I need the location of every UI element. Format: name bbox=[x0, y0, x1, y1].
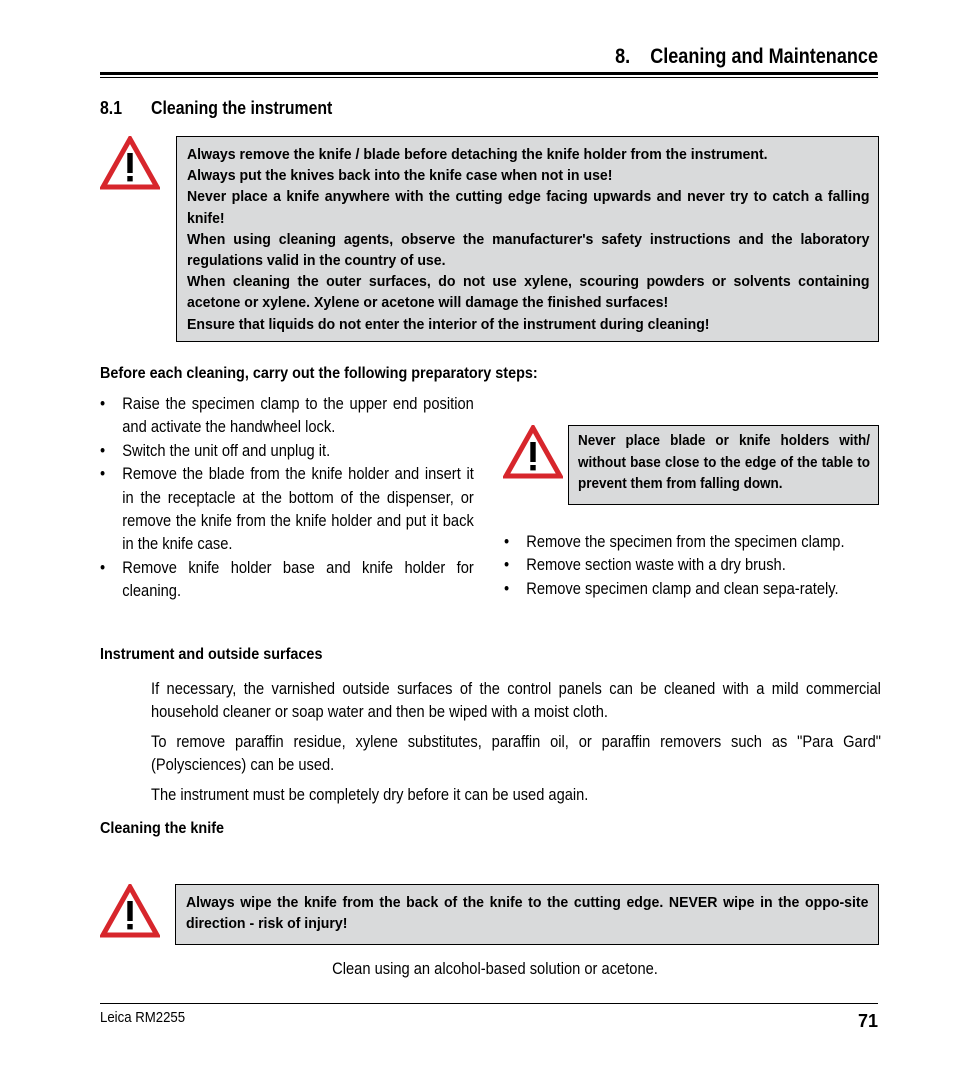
side-warning-text: Never place blade or knife holders with/ without base close to the edge of the table to prevent them from falling down. bbox=[578, 433, 871, 492]
knife-instruction: Clean using an alcohol-based solution or acetone. bbox=[332, 960, 658, 978]
paragraph: To remove paraffin residue, xylene substitutes, paraffin oil, or paraffin removers such as "Para Gard" (Polysciences) can be used. bbox=[151, 732, 881, 775]
list-item: • Remove section waste with a dry brush. bbox=[504, 554, 878, 577]
paragraph: If necessary, the varnished outside surfaces of the control panels can be cleaned with a mild commercial household cleaner or soap water and then be wiped with a moist cloth. bbox=[151, 680, 881, 722]
list-item: • Remove specimen clamp and clean sepa-rately. bbox=[504, 578, 878, 601]
header-rule-thick bbox=[100, 72, 878, 75]
knife-warning-box bbox=[175, 884, 879, 945]
warning-triangle-icon bbox=[100, 884, 160, 938]
section-number: 8.1 bbox=[100, 98, 123, 118]
warning-triangle-icon bbox=[503, 425, 563, 479]
warning-line: Never place a knife anywhere with the cutting edge facing upwards and never try to catch a falling knife! bbox=[187, 188, 870, 227]
list-item: • Switch the unit off and unplug it. bbox=[100, 440, 474, 463]
paragraph: The instrument must be completely dry before it can be used again. bbox=[151, 785, 589, 804]
side-warning-box bbox=[568, 425, 879, 505]
list-item: • Remove knife holder base and knife holder for cleaning. bbox=[100, 557, 474, 604]
footer-product: Leica RM2255 bbox=[100, 1009, 186, 1026]
outside-text bbox=[151, 678, 881, 813]
outside-heading: Instrument and outside surfaces bbox=[100, 646, 323, 663]
warning-line: When cleaning the outer surfaces, do not use xylene, scouring powders or solvents containing acetone or xylene. Xylene or acetone will damage the finished surfaces! bbox=[187, 273, 870, 312]
warning-triangle-icon bbox=[100, 136, 160, 190]
list-item: • Remove the blade from the knife holder and insert it in the receptacle at the bottom of the dispenser, or remove the knife from the knife holder and put it back in the knife case. bbox=[100, 463, 474, 557]
warning-line: Always remove the knife / blade before detaching the knife holder from the instrument. bbox=[187, 146, 768, 163]
footer-rule bbox=[100, 1003, 878, 1004]
prep-heading: Before each cleaning, carry out the following preparatory steps: bbox=[100, 365, 538, 382]
section-title-text: Cleaning the instrument bbox=[151, 98, 333, 118]
prep-left-list bbox=[100, 393, 474, 604]
header-rule-thin bbox=[100, 77, 878, 78]
list-item: • Raise the specimen clamp to the upper end position and activate the handwheel lock. bbox=[100, 393, 474, 440]
warning-line: When using cleaning agents, observe the manufacturer's safety instructions and the laboratory regulations valid in the country of use. bbox=[187, 230, 870, 270]
section-title bbox=[100, 96, 332, 120]
warning-line: Always put the knives back into the knife case when not in use! bbox=[187, 167, 613, 185]
knife-warning-text: Always wipe the knife from the back of the knife to the cutting edge. NEVER wipe in the oppo-site direction - risk of injury! bbox=[186, 894, 869, 933]
chapter-title: 8. Cleaning and Maintenance bbox=[615, 45, 878, 68]
prep-right-list bbox=[504, 531, 878, 601]
list-item: • Remove the specimen from the specimen clamp. bbox=[504, 531, 878, 554]
warning-line: Ensure that liquids do not enter the interior of the instrument during cleaning! bbox=[187, 315, 710, 333]
knife-heading: Cleaning the knife bbox=[100, 820, 225, 837]
page-number: 71 bbox=[857, 1011, 878, 1031]
main-warning-box bbox=[176, 136, 879, 342]
